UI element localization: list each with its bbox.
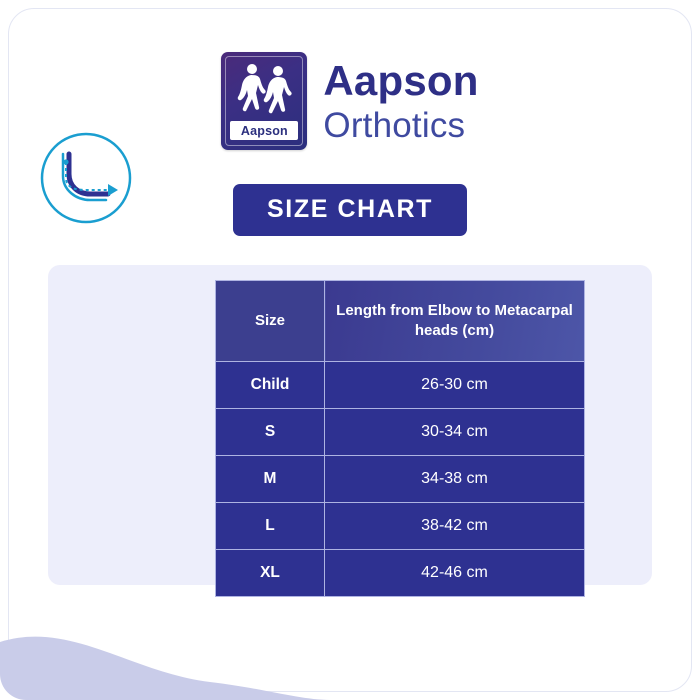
size-table-body xyxy=(216,362,585,597)
size-table xyxy=(215,280,585,597)
elbow-measurement-icon xyxy=(36,128,136,228)
size-table-head xyxy=(216,281,585,362)
logo-figures-icon xyxy=(221,60,307,122)
cell-size: XL xyxy=(216,550,325,597)
decorative-wave xyxy=(0,580,340,700)
cell-length: 34-38 cm xyxy=(325,456,585,503)
brand-name: Aapson xyxy=(323,56,479,104)
cell-length: 38-42 cm xyxy=(325,503,585,550)
cell-length: 26-30 cm xyxy=(325,362,585,409)
size-table-wrapper xyxy=(215,280,585,597)
column-header-length: Length from Elbow to Metacarpal heads (cm) xyxy=(325,281,585,362)
table-row xyxy=(216,456,585,503)
cell-length: 30-34 cm xyxy=(325,409,585,456)
cell-size: M xyxy=(216,456,325,503)
brand-text xyxy=(323,56,479,145)
brand-subtitle: Orthotics xyxy=(323,105,466,145)
column-header-size: Size xyxy=(216,281,325,362)
table-row xyxy=(216,409,585,456)
page-title: SIZE CHART xyxy=(233,184,467,236)
table-row xyxy=(216,362,585,409)
cell-size: S xyxy=(216,409,325,456)
logo-badge-text: Aapson xyxy=(230,121,298,140)
table-row xyxy=(216,550,585,597)
cell-size: Child xyxy=(216,362,325,409)
cell-length: 42-46 cm xyxy=(325,550,585,597)
table-row xyxy=(216,503,585,550)
table-header-row xyxy=(216,281,585,362)
logo-mark xyxy=(221,52,307,150)
cell-size: L xyxy=(216,503,325,550)
